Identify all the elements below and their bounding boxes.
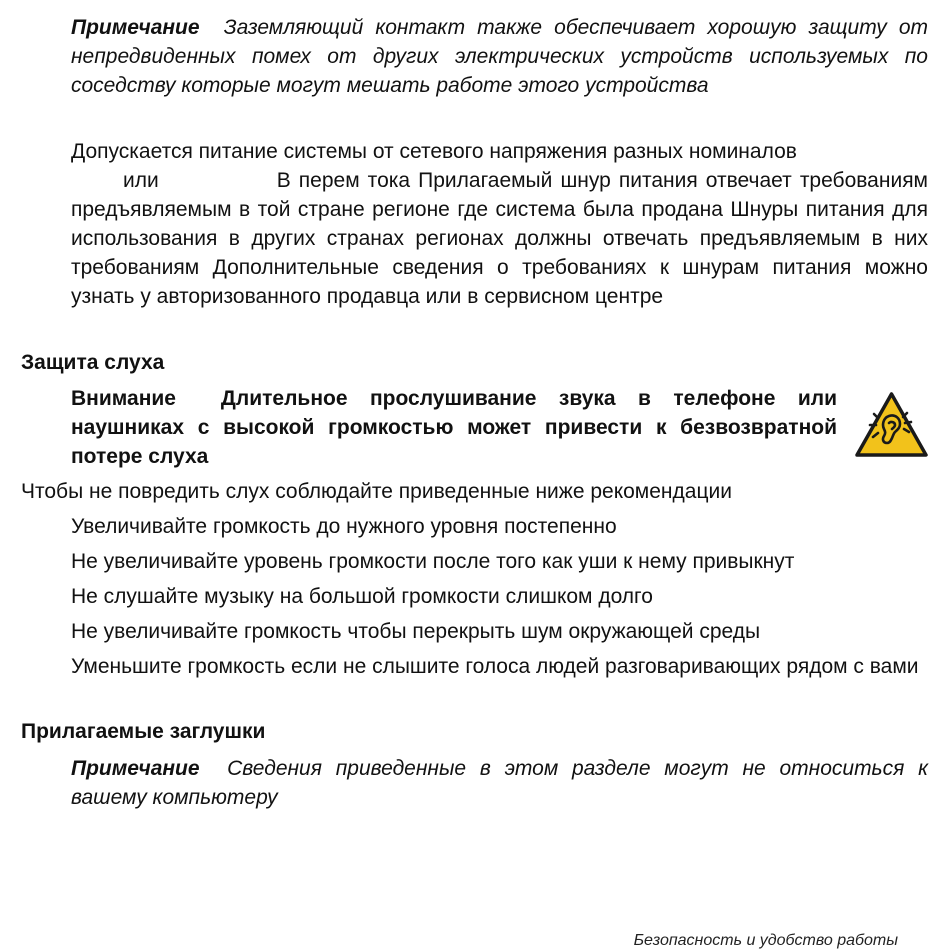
dummy-heading: Прилагаемые заглушки — [21, 720, 266, 743]
hearing-intro — [21, 477, 928, 506]
power-line-1 — [71, 137, 928, 166]
warning-label: Внимание — [71, 387, 176, 410]
hearing-item — [71, 652, 928, 681]
dummy-note — [71, 754, 928, 812]
page-footer: Безопасность и удобство работы — [633, 932, 898, 949]
power-text: В перем тока Прилагаемый шнур питания отвечает требованиям предъявляемым в той стране регионе где система была продана Шнуры питания для использования в других странах регионах должны отвечать предъявляемым в них требованиям Дополнительные сведения о требованиях к шнурам питания можно узнать у авторизованного продавца или в сервисном центре — [71, 169, 928, 308]
hearing-item — [71, 582, 928, 611]
hearing-heading: Защита слуха — [21, 351, 165, 374]
hearing-item — [71, 512, 928, 541]
hearing-item — [71, 547, 928, 576]
hearing-item — [71, 617, 928, 646]
hearing-intro-text: Чтобы не повредить слух соблюдайте приведенные ниже рекомендации — [21, 480, 732, 503]
hearing-item-text: Не увеличивайте уровень громкости после того как уши к нему привыкнут — [71, 550, 795, 573]
warning-text-block — [71, 384, 837, 471]
hearing-item-text: Не слушайте музыку на большой громкости слишком долго — [71, 585, 653, 608]
hearing-item-text: Увеличивайте громкость до нужного уровня постепенно — [71, 515, 617, 538]
power-paragraph — [71, 166, 928, 311]
note-text: Заземляющий контакт также обеспечивает хорошую защиту от непредвиденных помех от других электрических устройств используемых по соседству которые могут мешать работе этого устройства — [71, 16, 929, 97]
power-line1-text: Допускается питание системы от сетевого напряжения разных номиналов — [71, 140, 797, 163]
power-or-word: или — [123, 169, 159, 192]
note-label: Примечание — [71, 16, 200, 39]
hearing-item-text: Уменьшите громкость если не слышите голоса людей разговаривающих рядом с вами — [71, 655, 919, 678]
hearing-warning — [71, 384, 929, 474]
note-label: Примечание — [71, 757, 200, 780]
warning-text: Длительное прослушивание звука в телефоне или наушниках с высокой громкостью может привести к безвозвратной потере слуха — [71, 387, 837, 468]
ear-noise-warning-icon — [854, 391, 929, 459]
note-text: Сведения приведенные в этом разделе могут не относиться к вашему компьютеру — [71, 757, 928, 809]
ground-note — [71, 13, 928, 100]
hearing-item-text: Не увеличивайте громкость чтобы перекрыть шум окружающей среды — [71, 620, 761, 643]
